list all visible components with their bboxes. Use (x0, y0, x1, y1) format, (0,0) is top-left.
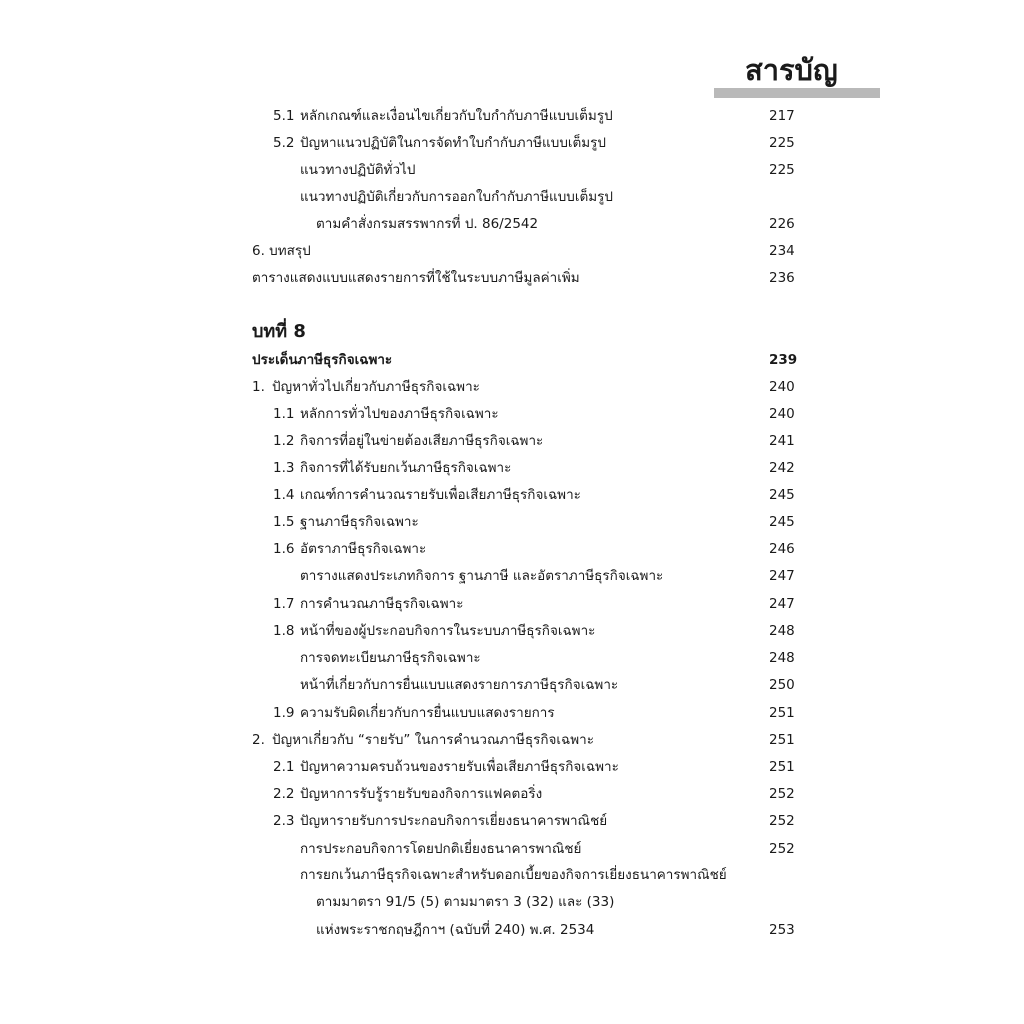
toc-entry (0, 429, 1024, 453)
toc-entry-page: 234 (769, 243, 795, 259)
toc-entry (0, 890, 1024, 914)
toc-entry (0, 673, 1024, 697)
toc-entry-title: เกณฑ์การคำนวณรายรับเพื่อเสียภาษีธุรกิจเฉพาะ (300, 487, 581, 503)
toc-entry-page: 236 (769, 270, 795, 286)
toc-entry-page: 248 (769, 623, 795, 639)
toc-entry (0, 104, 1024, 128)
toc-entry (0, 537, 1024, 561)
toc-entry-number: 1.7 (273, 596, 295, 612)
toc-entry (0, 592, 1024, 616)
toc-entry-title: การจดทะเบียนภาษีธุรกิจเฉพาะ (300, 650, 481, 666)
toc-entry-title: หน้าที่เกี่ยวกับการยื่นแบบแสดงรายการภาษีธุรกิจเฉพาะ (300, 677, 619, 693)
toc-entry (0, 809, 1024, 833)
toc-entry-number: 1.4 (273, 487, 295, 503)
toc-entry (0, 728, 1024, 752)
toc-entry-title: หลักเกณฑ์และเงื่อนไขเกี่ยวกับใบกำกับภาษีแบบเต็มรูป (300, 108, 613, 124)
toc-entry-title: การประกอบกิจการโดยปกติเยี่ยงธนาคารพาณิชย์ (300, 841, 582, 857)
toc-entry-title: ปัญหาเกี่ยวกับ “รายรับ” ในการคำนวณภาษีธุรกิจเฉพาะ (272, 732, 594, 748)
toc-entry-title: 6. บทสรุป (252, 243, 311, 259)
toc-entry-title: กิจการที่ได้รับยกเว้นภาษีธุรกิจเฉพาะ (300, 460, 512, 476)
toc-entry-title: ตามคำสั่งกรมสรรพากรที่ ป. 86/2542 (316, 216, 539, 232)
toc-entry-number: 2.1 (273, 759, 295, 775)
toc-entry (0, 483, 1024, 507)
toc-entry (0, 918, 1024, 942)
toc-entry-number: 1.9 (273, 705, 295, 721)
toc-entry (0, 158, 1024, 182)
toc-entry-number: 1.8 (273, 623, 295, 639)
toc-entry-title: แนวทางปฏิบัติทั่วไป (300, 162, 416, 178)
toc-entry-title: แห่งพระราชกฤษฎีกาฯ (ฉบับที่ 240) พ.ศ. 2534 (316, 922, 595, 938)
toc-entry-page: 250 (769, 677, 795, 693)
toc-entry (0, 619, 1024, 643)
toc-entry-title: หน้าที่ของผู้ประกอบกิจการในระบบภาษีธุรกิจเฉพาะ (300, 623, 596, 639)
toc-entry (0, 456, 1024, 480)
toc-entry-number: 2.2 (273, 786, 295, 802)
toc-entry-page: 251 (769, 732, 795, 748)
toc-entry-page: 239 (769, 352, 798, 368)
toc-entry-title: ตามมาตรา 91/5 (5) ตามมาตรา 3 (32) และ (33) (316, 894, 615, 910)
toc-entry-title: อัตราภาษีธุรกิจเฉพาะ (300, 541, 427, 557)
toc-entry-page: 252 (769, 786, 795, 802)
toc-entry (0, 131, 1024, 155)
toc-entry-number: 5.2 (273, 135, 295, 151)
toc-entry (0, 266, 1024, 290)
toc-entry-title: ปัญหาทั่วไปเกี่ยวกับภาษีธุรกิจเฉพาะ (272, 379, 480, 395)
toc-entry-page: 242 (769, 460, 795, 476)
toc-entry-page: 217 (769, 108, 795, 124)
toc-entry-title: ประเด็นภาษีธุรกิจเฉพาะ (252, 352, 393, 368)
toc-entry-page: 252 (769, 841, 795, 857)
toc-entry-page: 245 (769, 514, 795, 530)
toc-entry (0, 510, 1024, 534)
toc-entry-page: 251 (769, 705, 795, 721)
toc-entry-title: ฐานภาษีธุรกิจเฉพาะ (300, 514, 419, 530)
toc-entry-number: 1.1 (273, 406, 295, 422)
toc-entry-title: ปัญหาการรับรู้รายรับของกิจการแฟคตอริ่ง (300, 786, 543, 802)
toc-entry-number: 1. (252, 379, 265, 395)
toc-entry-page: 251 (769, 759, 795, 775)
toc-entry-page: 246 (769, 541, 795, 557)
toc-entry-page: 240 (769, 406, 795, 422)
toc-entry-title: ตารางแสดงประเภทกิจการ ฐานภาษี และอัตราภาษีธุรกิจเฉพาะ (300, 568, 664, 584)
toc-entry-page: 247 (769, 568, 795, 584)
toc-entry-page: 240 (769, 379, 795, 395)
toc-entry (0, 348, 1024, 372)
page-title: สารบัญ (745, 53, 838, 87)
toc-entry-page: 253 (769, 922, 795, 938)
toc-entry-number: 2.3 (273, 813, 295, 829)
toc-entry-title: ตารางแสดงแบบแสดงรายการที่ใช้ในระบบภาษีมูลค่าเพิ่ม (252, 270, 580, 286)
toc-entry-title: แนวทางปฏิบัติเกี่ยวกับการออกใบกำกับภาษีแบบเต็มรูป (300, 189, 613, 205)
toc-entry (0, 402, 1024, 426)
toc-entry-page: 225 (769, 135, 795, 151)
toc-entry-title: ความรับผิดเกี่ยวกับการยื่นแบบแสดงรายการ (300, 705, 555, 721)
toc-entry (0, 375, 1024, 399)
toc-entry (0, 212, 1024, 236)
toc-entry (0, 185, 1024, 209)
toc-entry-page: 226 (769, 216, 795, 232)
toc-entry-number: 1.3 (273, 460, 295, 476)
toc-entry (0, 837, 1024, 861)
toc-entry (0, 755, 1024, 779)
toc-entry (0, 782, 1024, 806)
toc-entry-number: 5.1 (273, 108, 295, 124)
toc-entry-page: 248 (769, 650, 795, 666)
toc-entry-number: 1.6 (273, 541, 295, 557)
toc-entry-page: 225 (769, 162, 795, 178)
toc-entry-number: 1.5 (273, 514, 295, 530)
toc-entry-page: 241 (769, 433, 795, 449)
toc-entry (0, 863, 1024, 887)
toc-entry-page: 252 (769, 813, 795, 829)
toc-entry-page: 247 (769, 596, 795, 612)
toc-entry-page: 245 (769, 487, 795, 503)
toc-entry-number: 1.2 (273, 433, 295, 449)
toc-entry-title: การคำนวณภาษีธุรกิจเฉพาะ (300, 596, 464, 612)
toc-entry (0, 239, 1024, 263)
toc-entry (0, 701, 1024, 725)
toc-entry-title: การยกเว้นภาษีธุรกิจเฉพาะสำหรับดอกเบี้ยของกิจการเยี่ยงธนาคารพาณิชย์ (300, 867, 727, 883)
toc-entry-title: กิจการที่อยู่ในข่ายต้องเสียภาษีธุรกิจเฉพาะ (300, 433, 544, 449)
chapter-heading: บทที่ 8 (252, 321, 306, 342)
toc-entry-title: หลักการทั่วไปของภาษีธุรกิจเฉพาะ (300, 406, 499, 422)
toc-entry (0, 564, 1024, 588)
toc-entry-title: ปัญหารายรับการประกอบกิจการเยี่ยงธนาคารพาณิชย์ (300, 813, 608, 829)
toc-entry-number: 2. (252, 732, 265, 748)
toc-entry-title: ปัญหาความครบถ้วนของรายรับเพื่อเสียภาษีธุรกิจเฉพาะ (300, 759, 619, 775)
toc-entry-title: ปัญหาแนวปฏิบัติในการจัดทำใบกำกับภาษีแบบเต็มรูป (300, 135, 606, 151)
toc-entry (0, 646, 1024, 670)
